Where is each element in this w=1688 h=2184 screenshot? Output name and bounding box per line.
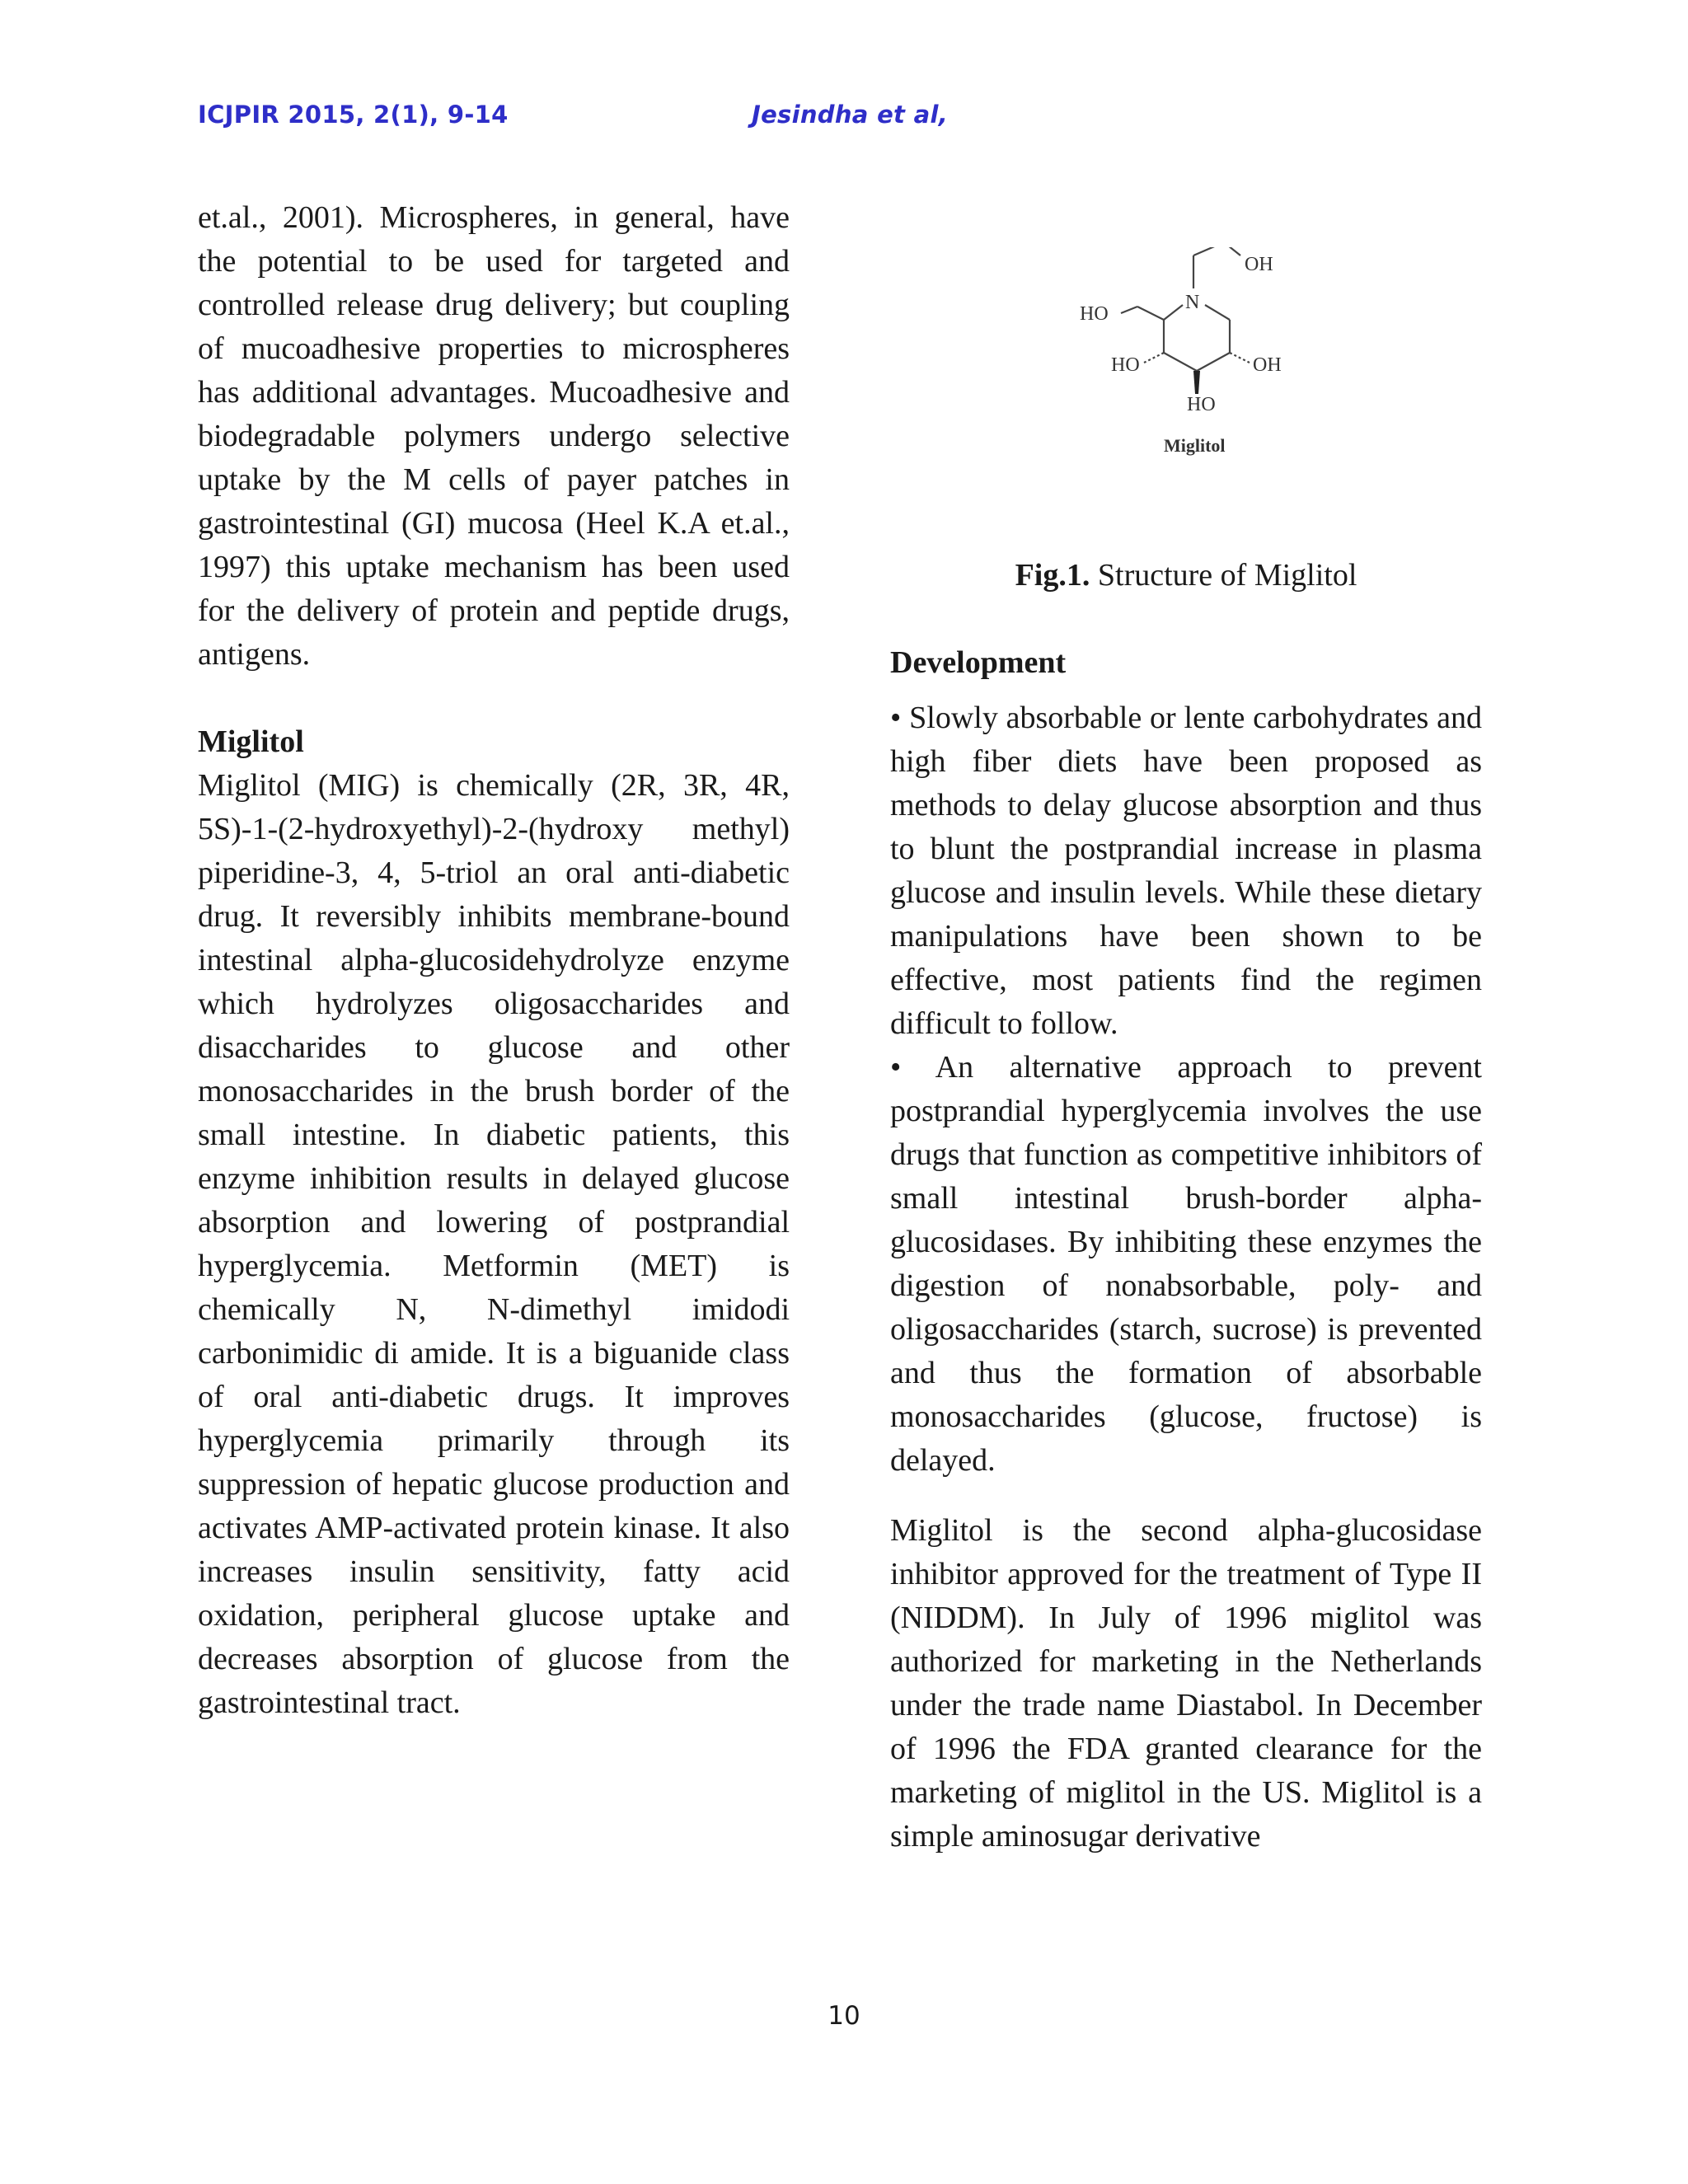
figure-caption-text: Structure of Miglitol xyxy=(1090,558,1357,593)
development-heading: Development xyxy=(890,645,1067,680)
ring-bond xyxy=(1164,305,1183,320)
structure-name-label: Miglitol xyxy=(1164,435,1226,456)
oh-top-label: OH xyxy=(1245,254,1273,275)
ring-bond xyxy=(1164,353,1197,371)
ho-left-label: HO xyxy=(1080,303,1109,325)
page-number: 10 xyxy=(828,2001,860,2031)
figure-caption xyxy=(890,554,1482,598)
journal-citation: ICJPIR 2015, 2(1), 9-14 xyxy=(198,101,509,129)
wedge-bond xyxy=(1193,371,1200,394)
miglitol-heading: Miglitol xyxy=(198,724,304,759)
development-bullet-1: • Slowly absorbable or lente carbohydrates and high fiber diets have been proposed as methods to delay glucose absorption and thus to blunt the postprandial increase in plasma glucose and insulin levels. While these dietary manipulations have been shown to be effective, most patients find the regimen difficult to follow. xyxy=(890,701,1482,1041)
ring-bond xyxy=(1197,353,1230,371)
ho-mid-label: HO xyxy=(1111,354,1140,376)
n-label: N xyxy=(1185,292,1200,313)
chain-bond xyxy=(1224,247,1240,255)
right-column xyxy=(890,641,1482,1858)
intro-paragraph: et.al., 2001). Microspheres, in general, have the potential to be used for targeted and controlled release drug delivery; but coupling of mucoadhesive properties to microspheres has additional advantages. Mucoadhesive and biodegradable polymers undergo selective uptake by the M cells of payer patches in gastrointestinal (GI) mucosa (Heel K.A et.al., 1997) this uptake mechanism has been used for the delivery of protein and peptide drugs, antigens. xyxy=(198,200,790,672)
hashed-bond xyxy=(1230,353,1250,363)
miglitol-approval-paragraph: Miglitol is the second alpha-glucosidase inhibitor approved for the treatment of Type II (NIDDM). In July of 1996 miglitol was authorized for marketing in the Netherlands under the trade name Diastabol. In December of 1996 the FDA granted clearance for the marketing of miglitol in the US. Miglitol is a simple aminosugar derivative xyxy=(890,1513,1482,1854)
development-bullet-2: • An alternative approach to prevent postprandial hyperglycemia involves the use drugs that function as competitive inhibitors of small intestinal brush-border alpha-glucosidases. By inhibiting these enzymes the digestion of nonabsorbable, poly- and oligosaccharides (starch, sucrose) is prevented and thus the formation of absorbable monosaccharides (glucose, fructose) is delayed. xyxy=(890,1050,1482,1478)
miglitol-paragraph: Miglitol (MIG) is chemically (2R, 3R, 4R, 5S)-1-(2-hydroxyethyl)-2-(hydroxy methyl) piperidine-3, 4, 5-triol an oral anti-diabetic drug. It reversibly inhibits membrane-bound intestinal alpha-glucosidehydrolyze enzyme which hydrolyzes oligosaccharides and disaccharides to glucose and other monosaccharides in the brush border of the small intestine. In diabetic patients, this enzyme inhibition results in delayed glucose absorption and lowering of postprandial hyperglycemia. Metformin (MET) is chemically N, N-dimethyl imidodi carbonimidic di amide. It is a biguanide class of oral anti-diabetic drugs. It improves hyperglycemia primarily through its suppression of hepatic glucose production and activates AMP-activated protein kinase. It also increases insulin sensitivity, fatty acid oxidation, peripheral glucose uptake and decreases absorption of glucose from the gastrointestinal tract. xyxy=(198,768,790,1720)
ho-bottom-label: HO xyxy=(1187,394,1216,415)
running-author: Jesindha et al, xyxy=(752,101,949,129)
hashed-bond xyxy=(1144,353,1164,363)
chain-bond xyxy=(1193,247,1224,255)
oh-right-label: OH xyxy=(1253,354,1282,376)
miglitol-structure-figure xyxy=(1071,247,1352,470)
substituent-bond xyxy=(1137,307,1164,320)
substituent-bond xyxy=(1121,307,1137,313)
figure-caption-label: Fig.1. xyxy=(1015,558,1090,593)
ring-bond xyxy=(1205,305,1230,320)
miglitol-structure-drawing xyxy=(1071,247,1352,470)
left-column xyxy=(198,196,790,1725)
